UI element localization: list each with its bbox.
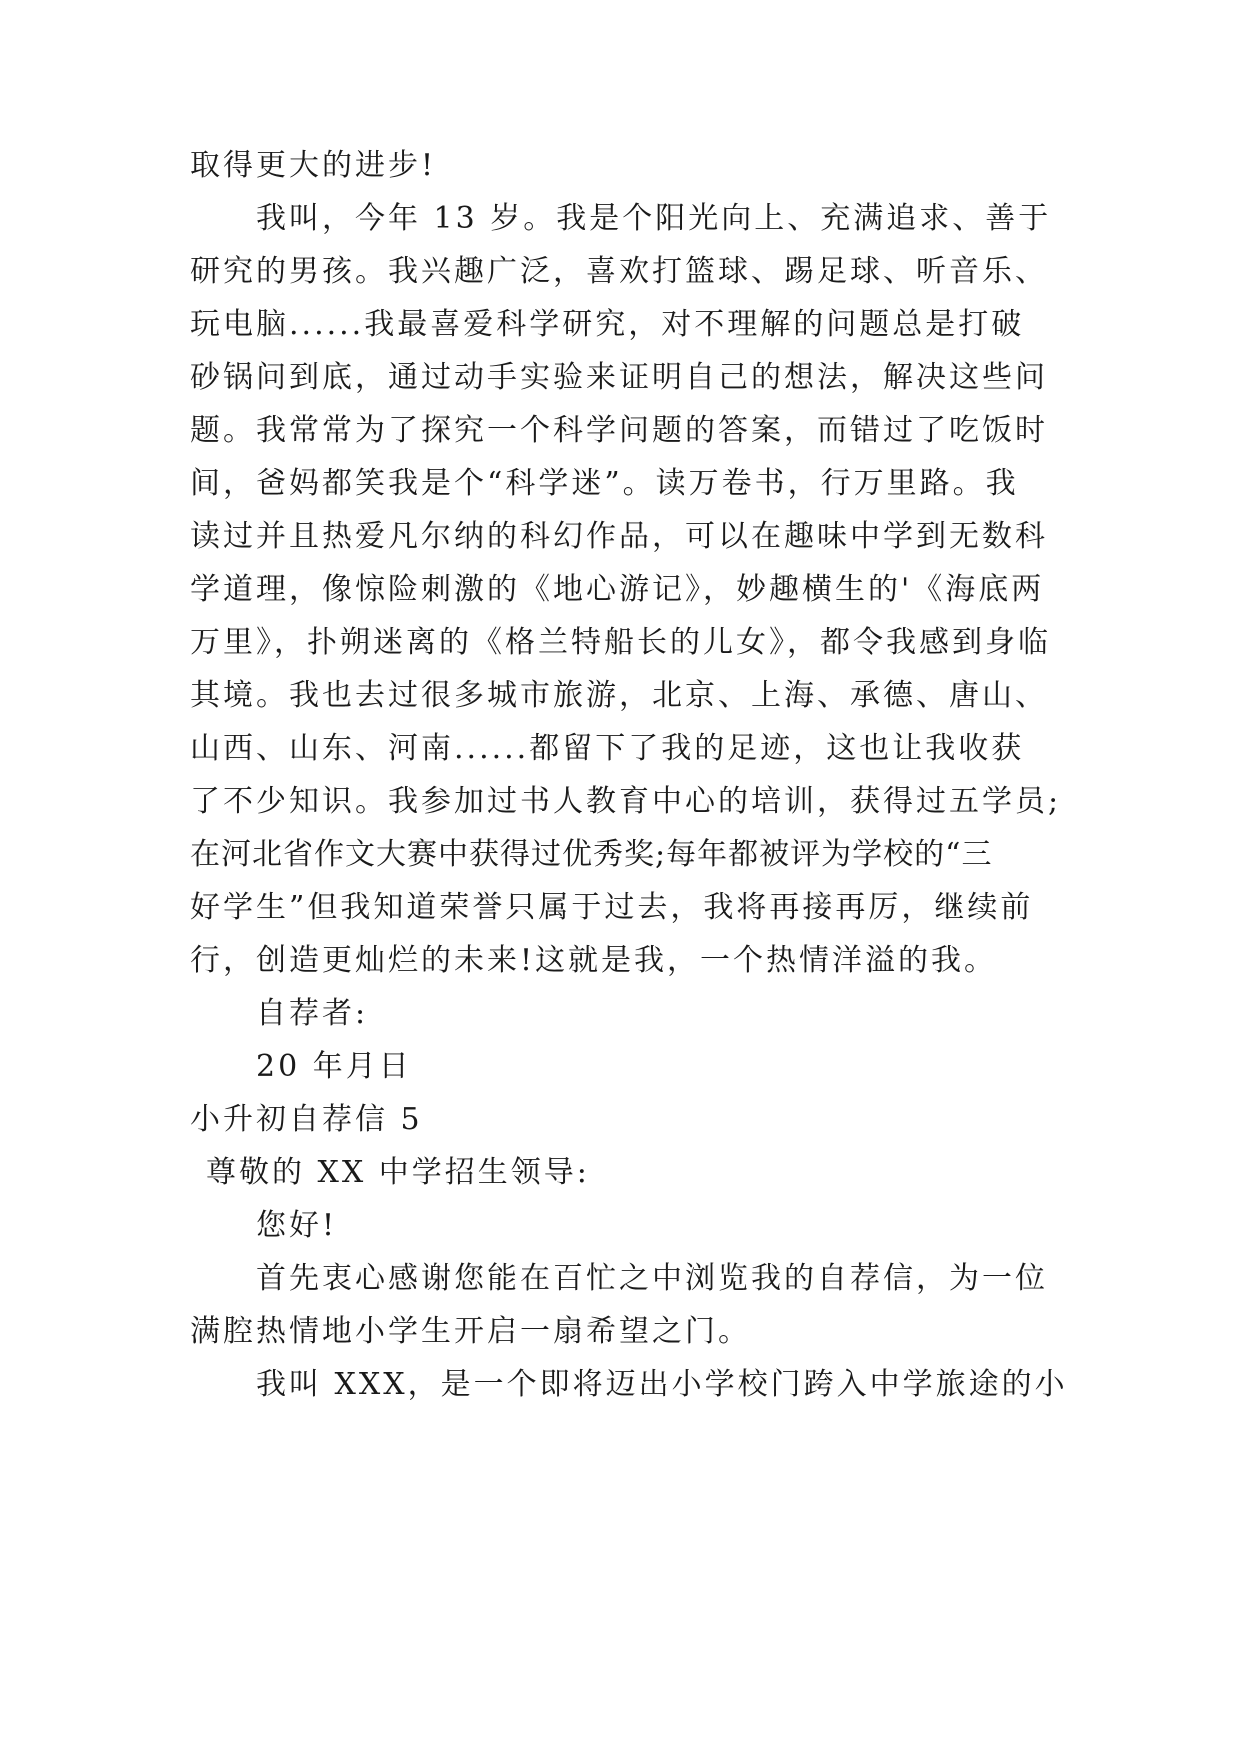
text-line-16: 行，创造更灿烂的未来!这就是我，一个热情洋溢的我。 [190,943,998,978]
signature-label: 自荐者: [256,996,369,1031]
greeting: 您好! [256,1208,338,1243]
section-title: 小升初自荐信 5 [190,1102,423,1137]
text-line-13: 了不少知识。我参加过书人教育中心的培训，获得过五学员; [190,784,1062,819]
text-line-2: 我叫，今年 13 岁。我是个阳光向上、充满追求、善于 [256,201,1052,236]
text-line-11: 其境。我也去过很多城市旅游，北京、上海、承德、唐山、 [190,678,1048,713]
date-line: 20 年月日 [256,1049,412,1084]
text-line-24: 我叫 XXX，是一个即将迈出小学校门跨入中学旅途的小 [256,1367,1068,1402]
text-line-8: 读过并且热爱凡尔纳的科幻作品，可以在趣味中学到无数科 [190,519,1048,554]
text-line-12: 山西、山东、河南......都留下了我的足迹，这也让我收获 [190,731,1025,766]
text-line-1: 取得更大的进步! [190,148,437,183]
text-line-23: 满腔热情地小学生开启一扇希望之门。 [190,1314,751,1349]
text-line-10: 万里》，扑朔迷离的《格兰特船长的儿女》，都令我感到身临 [190,625,1051,660]
text-line-14: 在河北省作文大赛中获得过优秀奖;每年都被评为学校的“三 [190,837,993,872]
text-line-5: 砂锅问到底，通过动手实验来证明自己的想法，解决这些问 [190,360,1048,395]
text-line-6: 题。我常常为了探究一个科学问题的答案，而错过了吃饭时 [190,413,1048,448]
text-line-22: 首先衷心感谢您能在百忙之中浏览我的自荐信，为一位 [256,1261,1048,1296]
text-line-15: 好学生”但我知道荣誉只属于过去，我将再接再厉，继续前 [190,890,1034,925]
text-line-7: 间，爸妈都笑我是个“科学迷”。读万卷书，行万里路。我 [190,466,1019,501]
text-line-4: 玩电脑......我最喜爱科学研究，对不理解的问题总是打破 [190,307,1025,342]
text-line-9: 学道理，像惊险刺激的《地心游记》，妙趣横生的'《海底两 [190,572,1045,607]
salutation: 尊敬的 XX 中学招生领导: [206,1155,590,1190]
text-line-3: 研究的男孩。我兴趣广泛，喜欢打篮球、踢足球、听音乐、 [190,254,1048,289]
